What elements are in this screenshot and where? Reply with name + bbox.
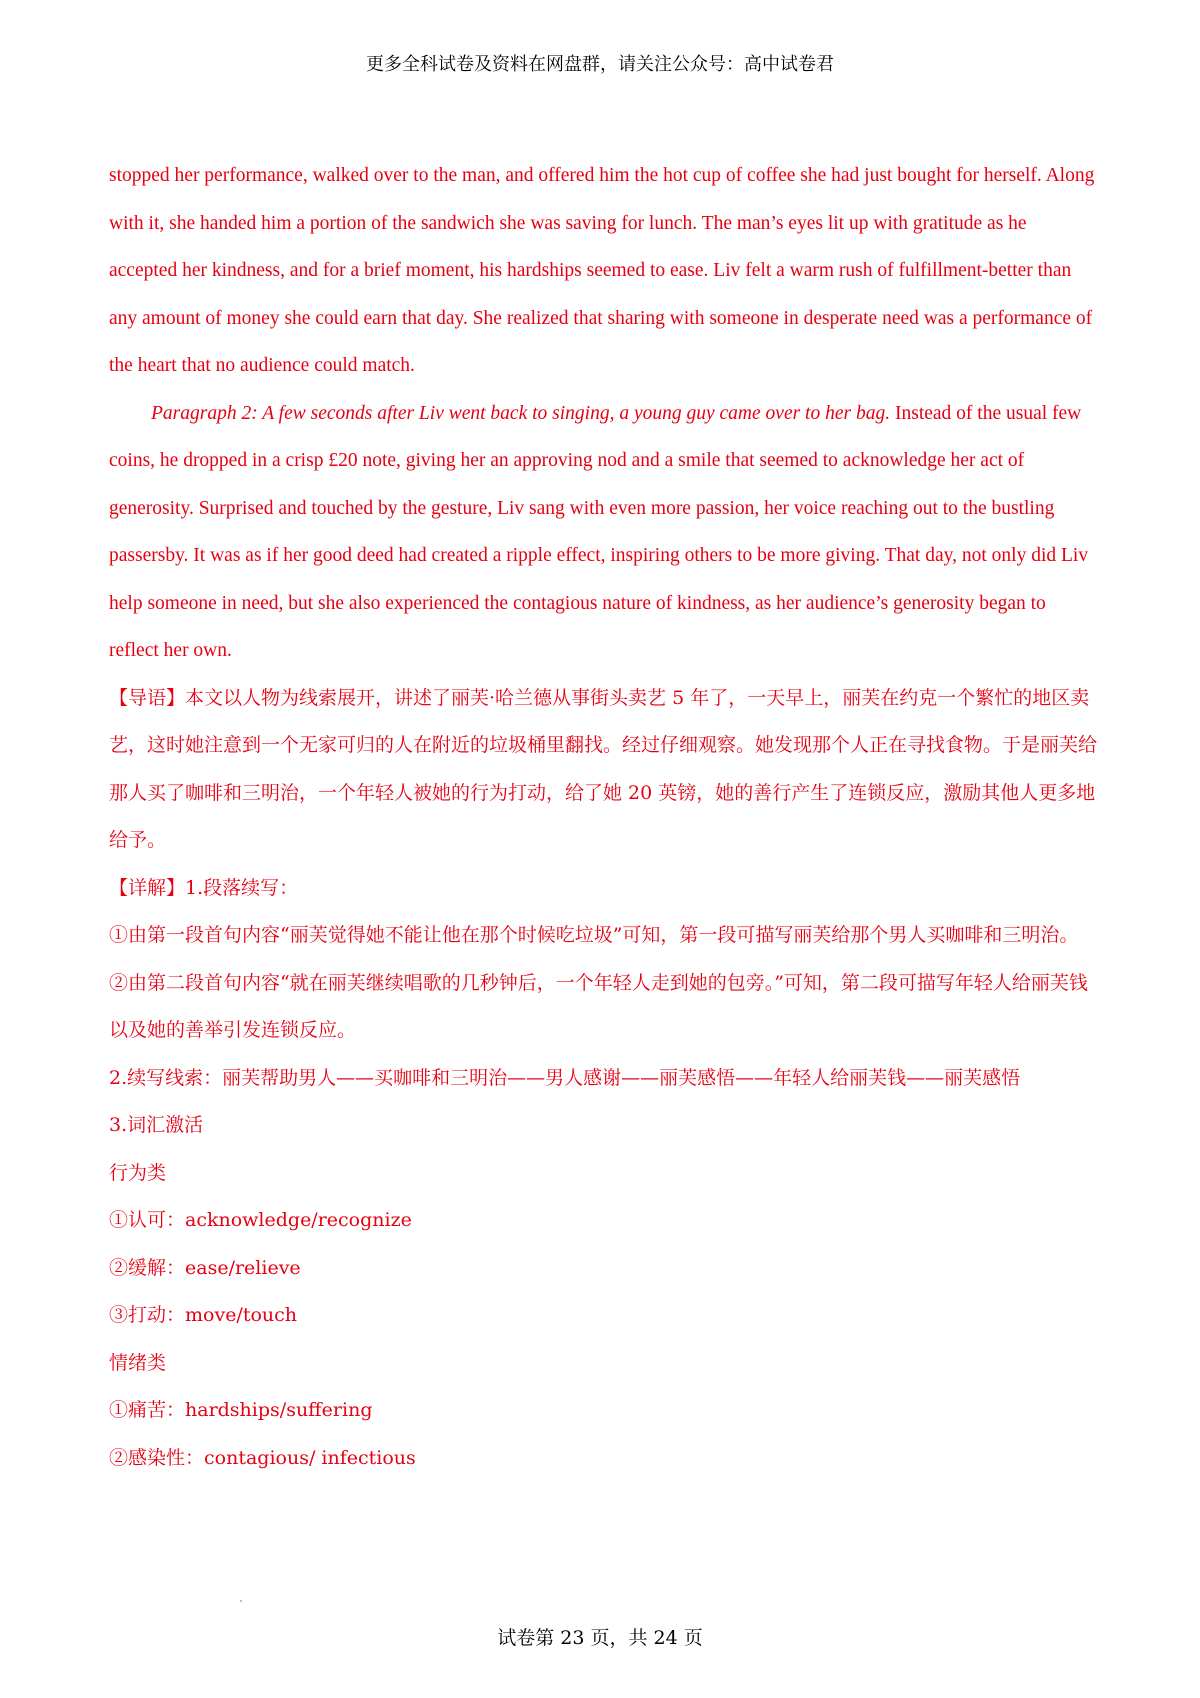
behavior-item: ③打动：move/touch [109,1304,298,1326]
paragraph-2-rest: Instead of the usual few coins, he dropped in a crisp £20 note, giving her an approving nod and a smile that seemed to acknowledge her act of generosity. Surprised and touched by the gesture, Liv sang with even more passion, her voice reaching out to the bustling passersby. It was as if her good deed had created a ripple effect, inspiring others to be more giving. That day, not only did Liv help someone in need, but she also experienced the contagious nature of kindness, as her audience’s generosity began to reflect her own. [109,402,1089,661]
behavior-category-title: 行为类 [109,1161,167,1184]
paragraph-2 [109,390,1099,675]
behavior-item: ②缓解：ease/relieve [109,1256,301,1279]
emotion-item: ②感染性：contagious/ infectious [109,1446,416,1469]
detail-title: 【详解】1.段落续写： [109,876,299,899]
document-body [109,152,1099,1482]
scan-speck [240,1600,242,1602]
detail-point-2: ②由第二段首句内容“就在丽芙继续唱歌的几秒钟后，一个年轻人走到她的包旁。”可知，第二段可描写年轻人给丽芙钱以及她的善举引发连锁反应。 [109,971,1088,1041]
detail-point-1: ①由第一段首句内容“丽芙觉得她不能让他在那个时候吃垃圾”可知，第一段可描写丽芙给那个男人买咖啡和三明治。 [109,924,1079,946]
paragraph-1: stopped her performance, walked over to the man, and offered him the hot cup of coffee she had just bought for herself. Along with it, she handed him a portion of the sandwich she was saving for lunch. The man’s eyes lit up with gratitude as he accepted her kindness, and for a brief moment, his hardships seemed to ease. Liv felt a warm rush of fulfillment-better than any amount of money she could earn that day. She realized that sharing with someone in desperate need was a performance of the heart that no audience could match. [109,165,1095,376]
paragraph-2-lead: Paragraph 2: A few seconds after Liv went back to singing, a young guy came over to her bag. [151,402,891,424]
emotion-category-title: 情绪类 [109,1351,167,1374]
page-header: 更多全科试卷及资料在网盘群，请关注公众号：高中试卷君 [366,54,834,75]
page-footer: 试卷第 23 页，共 24 页 [497,1627,703,1649]
behavior-item: ①认可：acknowledge/recognize [109,1209,412,1231]
guide-text: 【导语】本文以人物为线索展开，讲述了丽芙·哈兰德从事街头卖艺 5 年了，一天早上，丽芙在约克一个繁忙的地区卖艺，这时她注意到一个无家可归的人在附近的垃圾桶里翻找。经过仔细观察。她发现那个人正在寻找食物。于是丽芙给那人买了咖啡和三明治，一个年轻人被她的行为打动，给了她 20 英镑，她的善行产生了连锁反应，激励其他人更多地给予。 [109,686,1098,851]
writing-clue: 2.续写线索：丽芙帮助男人——买咖啡和三明治——男人感谢——丽芙感悟——年轻人给丽芙钱——丽芙感悟 [109,1066,1021,1089]
vocab-title: 3.词汇激活 [109,1114,204,1136]
emotion-item: ①痛苦：hardships/suffering [109,1399,373,1421]
